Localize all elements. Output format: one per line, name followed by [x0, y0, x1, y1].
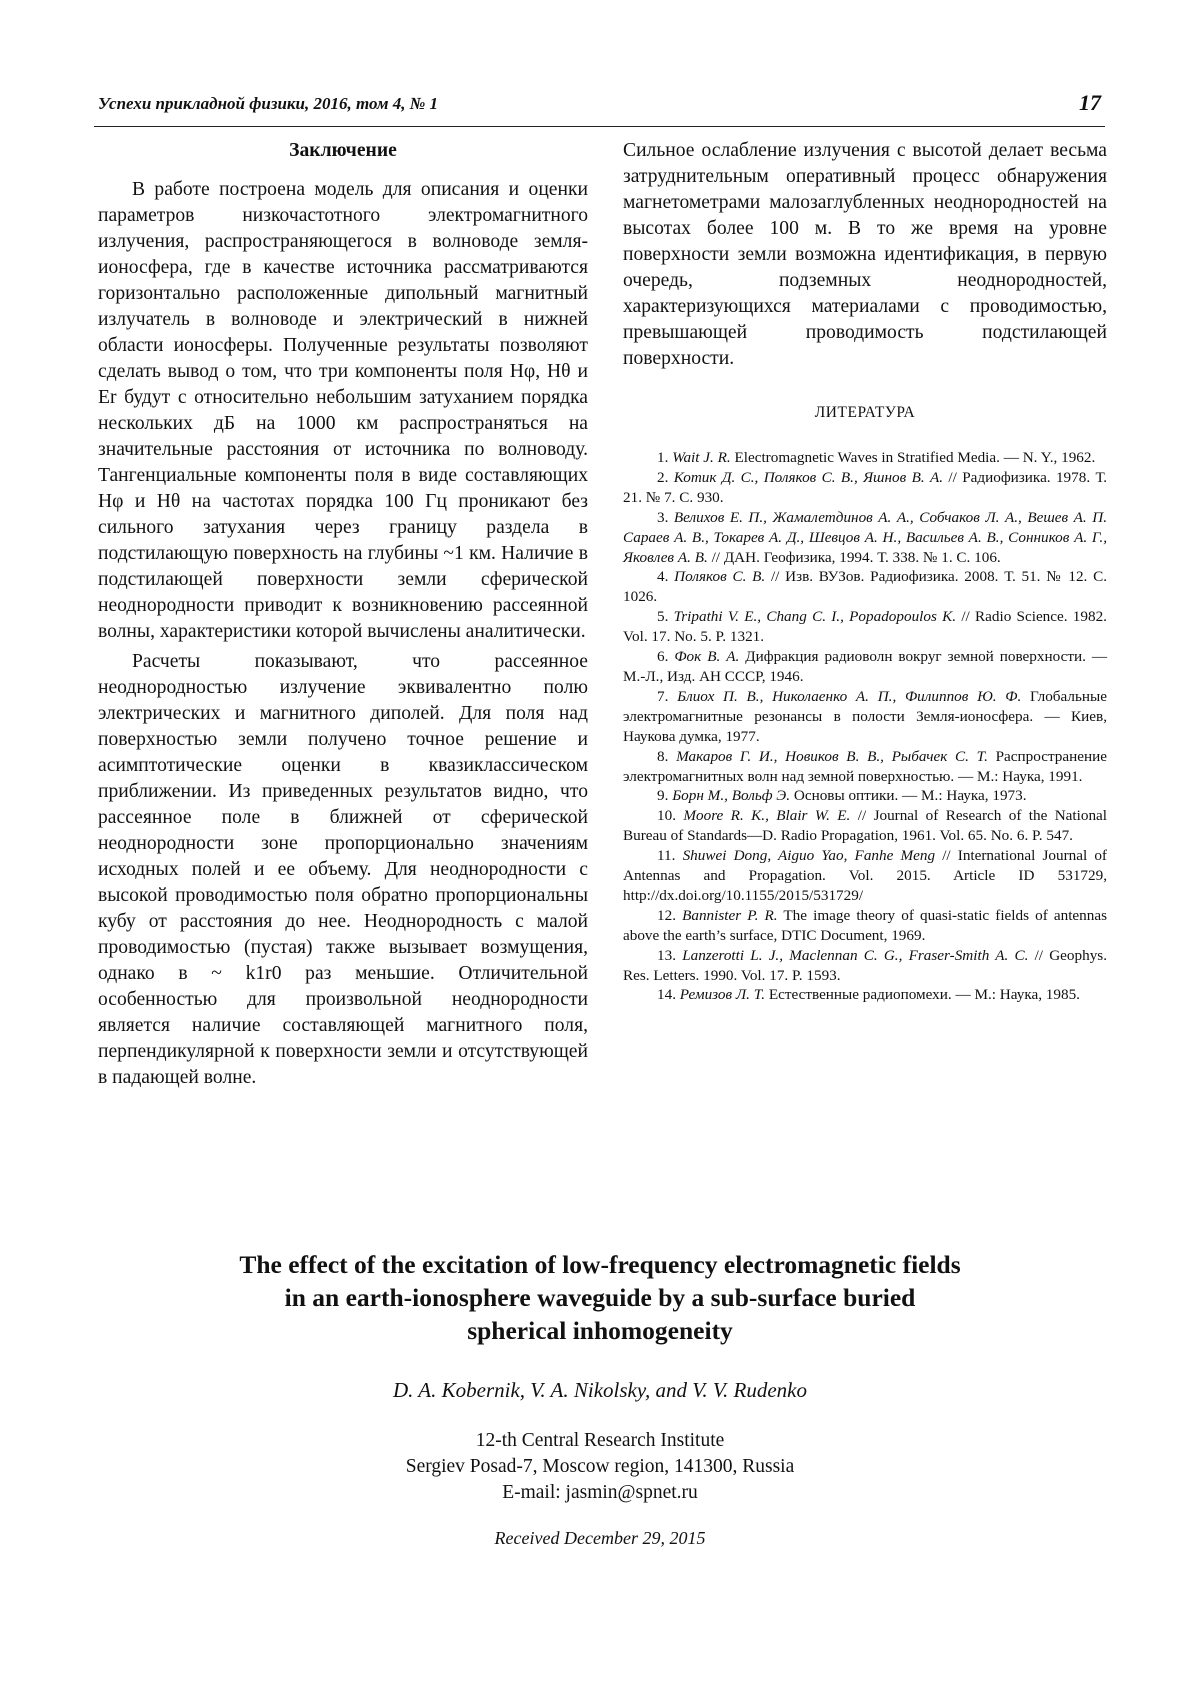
references-title: ЛИТЕРАТУРА [814, 404, 916, 421]
affiliation-address: Sergiev Posad-7, Moscow region, 141300, Russia [405, 1456, 795, 1477]
reference-item [623, 687, 1107, 747]
reference-authors: Макаров Г. И., Новиков В. В., Рыбачек С. Т. [676, 747, 988, 765]
conclusion-paragraph-1: В работе построена модель для описания и оценки параметров низкочастотного электромагнитного излучения, распространяющегося в волноводе земля-ионосфера, где в качестве источника рассматриваются горизонтально расположенные дипольный магнитный излучатель в волноводе и электрический в нижней области ионосферы. Полученные результаты позволяют сделать вывод о том, что три компоненты поля Hφ, Hθ и Er будут с относительно небольшим затуханием порядка нескольких дБ на 1000 км распространяться на значительные расстояния от источника по волноводу. Тангенциальные компоненты поля в виде составляющих Hφ и Hθ на частотах порядка 100 Гц проникают без сильного затухания через границу раздела в подстилающую поверхность на глубины ~1 км. Наличие в подстилающей поверхности земли сферической неоднородности приводит к возникновению рассеянной волны, характеристики которой вычислены аналитически. [98, 179, 588, 642]
reference-item [623, 607, 1107, 647]
reference-authors: Wait J. R. [672, 449, 731, 466]
affiliation-email[interactable]: E-mail: jasmin@spnet.ru [502, 1482, 698, 1503]
reference-item [623, 508, 1107, 568]
reference-item [623, 946, 1107, 986]
reference-authors: Lanzerotti L. J., Maclennan C. G., Fraser-Smith A. C. [682, 946, 1029, 964]
reference-text: // ДАН. Геофизика, 1994. Т. 338. № 1. С. 106. [707, 548, 1001, 566]
reference-authors: Поляков С. В. [674, 568, 766, 586]
reference-text: Естественные радиопомехи. — М.: Наука, 1985. [765, 986, 1080, 1004]
reference-item [623, 985, 1107, 1005]
reference-authors: Борн М., Вольф Э. [672, 787, 791, 805]
reference-number: 11. [657, 847, 683, 865]
reference-item [623, 567, 1107, 607]
reference-number: 12. [657, 906, 683, 924]
reference-text: Electromagnetic Waves in Stratified Media. — N. Y., 1962. [730, 449, 1096, 466]
reference-text: // Изв. ВУЗов. Радиофизика. 2008. Т. 51. № 12. С. 1026. [623, 568, 1108, 606]
reference-text: Дифракция радиоволн вокруг земной поверхности. — М.-Л., Изд. АН СССР, 1946. [623, 648, 1108, 685]
reference-text: // Journal of Research of the National Bureau of Standards—D. Radio Propagation, 1961. Vol. 65. No. 6. P. 547. [623, 807, 1107, 845]
reference-authors: Котик Д. С., Поляков С. В., Яшнов В. А. [673, 468, 944, 486]
reference-authors: Tripathi V. E., Chang C. I., Popadopoulos K. [673, 608, 957, 626]
reference-item [623, 846, 1107, 906]
reference-number: 10. [657, 807, 684, 825]
reference-number: 6. [657, 648, 675, 666]
conclusion-continuation: Сильное ослабление излучения с высотой делает весьма затруднительным оперативный процесс обнаружения магнетометрами малозаглубленных неоднородностей на высотах более 100 м. В то же время на уровне поверхности земли возможна идентификация, в первую очередь, подземных неоднородностей, характеризующихся материалами с проводимостью, превышающей проводимость подстилающей поверхности. [623, 140, 1107, 369]
reference-text: // Радиофизика. 1978. Т. 21. № 7. С. 930. [623, 468, 1108, 506]
reference-item [623, 906, 1107, 946]
reference-text: // International Journal of Antennas and Propagation. Vol. 2015. Article ID 531729, http://dx.doi.org/10.1155/2015/531729/ [623, 847, 1107, 904]
reference-authors: Shuwei Dong, Aiguo Yao, Fanhe Meng [682, 847, 936, 865]
reference-number: 9. [657, 787, 673, 805]
reference-number: 13. [657, 946, 683, 964]
section-title: Заключение [289, 140, 397, 161]
reference-text: Глобальные электромагнитные резонансы в полости Земля-ионосфера. — Киев, Наукова думка, 1977. [623, 687, 1107, 745]
reference-number: 4. [657, 568, 675, 586]
journal-title: Успехи прикладной физики, 2016, том 4, № 1 [98, 94, 439, 113]
affiliation-institute: 12-th Central Research Institute [475, 1430, 725, 1451]
reference-item [623, 747, 1107, 787]
reference-number: 3. [657, 508, 674, 526]
reference-item [623, 806, 1107, 846]
reference-item [623, 786, 1107, 806]
reference-authors: Moore R. K., Blair W. E. [683, 807, 851, 825]
page-number: 17 [1079, 90, 1101, 115]
reference-text: Основы оптики. — М.: Наука, 1973. [790, 787, 1027, 805]
references-list [623, 448, 1107, 1005]
reference-item [623, 647, 1107, 687]
affiliation [150, 1428, 1050, 1506]
reference-text: // Radio Science. 1982. Vol. 17. No. 5. P. 1321. [623, 608, 1107, 646]
reference-number: 8. [657, 747, 677, 765]
right-column [623, 138, 1107, 1005]
english-title-line: in an earth-ionosphere waveguide by a sub-surface buried [284, 1283, 916, 1312]
reference-text: Распространение электромагнитных волн над земной поверхностью. — М.: Наука, 1991. [623, 747, 1107, 785]
reference-item [623, 448, 1107, 468]
received-date: Received December 29, 2015 [494, 1528, 706, 1548]
left-column [98, 138, 588, 1091]
reference-number: 14. [657, 986, 680, 1004]
english-title [150, 1248, 1050, 1347]
reference-number: 7. [657, 687, 678, 705]
reference-text: // Geophys. Res. Letters. 1990. Vol. 17. P. 1593. [623, 946, 1107, 984]
english-title-line: spherical inhomogeneity [467, 1316, 733, 1345]
conclusion-paragraph-2: Расчеты показывают, что рассеянное неоднородностью излучение эквивалентно полю электрических и магнитного диполей. Для поля над поверхностью земли получено точное решение и асимптотические оценки в квазиклассическом приближении. Из приведенных результатов видно, что рассеянное поле в ближней от сферической неоднородности зоне пропорционально значениям исходных полей и ее объему. Для неоднородности с высокой проводимостью поля обратно пропорциональны кубу от расстояния до нее. Неоднородность с малой проводимостью (пустая) также вызывает возмущения, однако в ~ k1r0 раз меньшие. Отличительной особенностью для произвольной неоднородности является наличие составляющей магнитного поля, перпендикулярной к поверхности земли и отсутствующей в падающей волне. [98, 651, 588, 1088]
english-authors: D. A. Kobernik, V. A. Nikolsky, and V. V. Rudenko [393, 1378, 807, 1402]
reference-item [623, 468, 1107, 508]
english-title-line: The effect of the excitation of low-frequency electromagnetic fields [239, 1250, 961, 1279]
reference-text: The image theory of quasi-static fields of antennas above the earth’s surface, DTIC Document, 1969. [623, 906, 1108, 944]
reference-number: 5. [657, 608, 674, 626]
reference-authors: Ремизов Л. Т. [679, 986, 766, 1004]
reference-authors: Блиох П. В., Николаенко А. П., Филиппов Ю. Ф. [677, 687, 1022, 705]
reference-number: 2. [657, 468, 674, 486]
reference-authors: Велихов Е. П., Жамалетдинов А. А., Собчаков Л. А., Вешев А. П. Сараев А. В., Токарев А. Д., Шевцов А. Н., Васильев А. В., Сонников А. Г., Яковлев А. В. [623, 508, 1108, 566]
running-header [94, 90, 1105, 127]
reference-number: 1. [657, 449, 673, 466]
reference-authors: Фок В. А. [674, 648, 740, 666]
reference-authors: Bannister P. R. [682, 906, 778, 924]
